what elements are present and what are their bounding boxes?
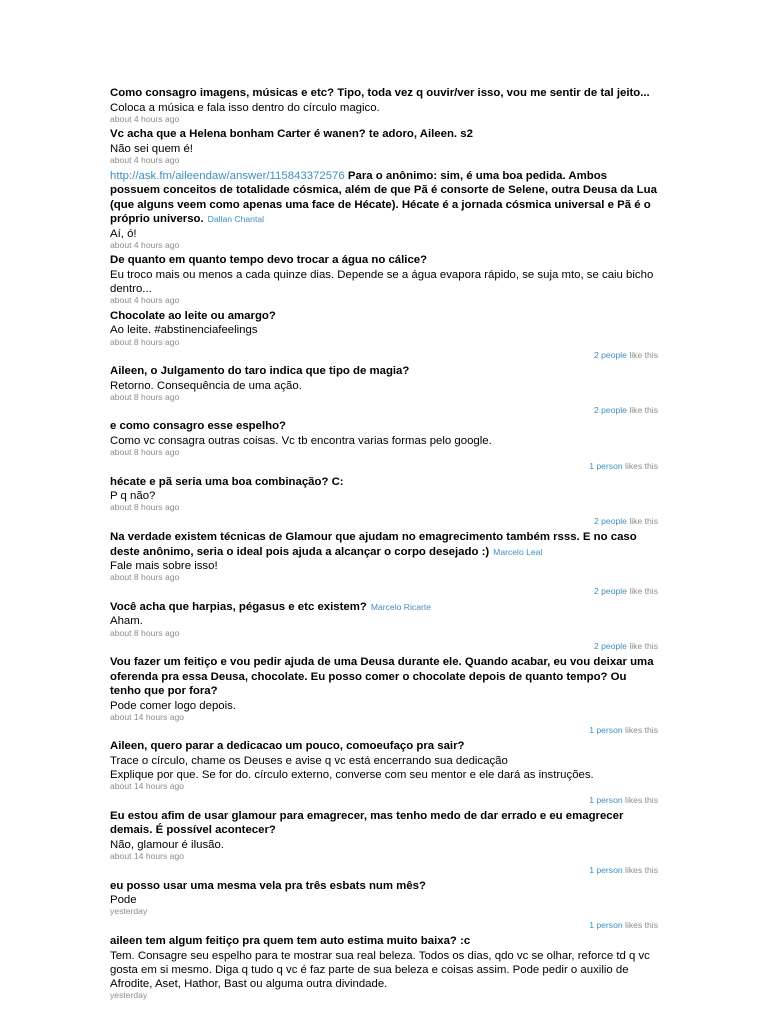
timestamp: about 8 hours ago xyxy=(110,572,180,583)
question-text xyxy=(110,86,658,101)
question-label: Na verdade existem técnicas de Glamour que ajudam no emagrecimento também rsss. E no caso deste anônimo, seria o ideal pois ajuda a alcançar o corpo desejado :) xyxy=(110,531,637,558)
likes-line xyxy=(110,865,658,875)
likers-link[interactable]: 2 people xyxy=(593,350,627,361)
question-label: Vc acha que a Helena bonham Carter é wanen? te adoro, Aileen. s2 xyxy=(110,128,473,141)
likes-line xyxy=(110,350,658,360)
question-text xyxy=(110,475,658,490)
likers-link[interactable]: 2 people xyxy=(593,585,627,596)
likes-line xyxy=(110,516,658,526)
answer-entry xyxy=(110,934,658,1001)
question-label: Eu estou afim de usar glamour para emagrecer, mas tenho medo de dar errado e eu emagrecer demais. É possível acontecer? xyxy=(110,809,624,837)
question-text xyxy=(110,739,658,754)
answer-text: P q não? xyxy=(110,490,156,503)
timestamp: yesterday xyxy=(110,990,148,1001)
likes-line xyxy=(110,725,658,735)
question-label: Chocolate ao leite ou amargo? xyxy=(110,309,276,322)
timestamp: about 4 hours ago xyxy=(110,155,180,165)
likes-line xyxy=(110,920,658,930)
answer-entry xyxy=(110,879,658,930)
question-label: eu posso usar uma mesma vela pra três esbats num mês? xyxy=(110,879,426,892)
question-text xyxy=(110,364,658,379)
question-text xyxy=(110,655,658,699)
likers-link[interactable]: 1 person xyxy=(589,864,623,875)
answer-entry xyxy=(110,86,658,124)
likes-line xyxy=(110,641,658,651)
answer-text: Como vc consagra outras coisas. Vc tb encontra varias formas pelo google. xyxy=(110,434,492,447)
likes-suffix: likes this xyxy=(625,460,658,471)
timestamp: about 8 hours ago xyxy=(110,391,180,402)
timestamp: about 8 hours ago xyxy=(110,447,180,458)
timestamp: yesterday xyxy=(110,906,148,917)
answer-entry xyxy=(110,809,658,875)
answer-entry xyxy=(110,169,658,251)
likes-line xyxy=(110,586,658,596)
likes-line xyxy=(110,405,658,415)
answer-entry xyxy=(110,127,658,165)
answer-link[interactable]: http://ask.fm/aileendaw/answer/115843372576 xyxy=(110,169,345,182)
answer-text: Não, glamour é ilusão. xyxy=(110,838,224,851)
question-text xyxy=(110,879,658,894)
answer-text: Tem. Consagre seu espelho para te mostrar sua real beleza. Todos os dias, qdo vc se olhar, reforce td q vc gosta em si mesmo. Diga q tudo q vc é faz parte de sua beleza e coisas assim. Pode pedir o auxilio de Afrodite, Aset, Hathor, Bast ou alguma outra divindade. xyxy=(110,949,650,990)
question-label: hécate e pã seria uma boa combinação? C: xyxy=(110,475,344,488)
likers-link[interactable]: 1 person xyxy=(589,460,623,471)
timestamp: about 8 hours ago xyxy=(110,627,180,638)
likes-suffix: like this xyxy=(629,350,658,361)
answer-text: Coloca a música e fala isso dentro do círculo magico. xyxy=(110,101,380,114)
question-label: Para o anônimo: sim, é uma boa pedida. Ambos possuem conceitos de totalidade cósmica, além de que Pã é consorte de Selene, outra Deusa da Lua (que alguns veem como apenas uma face de Hécate). Hécate é a jornada cósmica universal e Pã é o próprio universo. xyxy=(110,169,657,226)
likers-link[interactable]: 1 person xyxy=(589,794,623,805)
likes-suffix: likes this xyxy=(625,725,658,736)
answer-text: Explique por que. Se for do. círculo externo, converse com seu mentor e ele dará as instruções. xyxy=(110,769,594,782)
timestamp: about 14 hours ago xyxy=(110,711,185,722)
answer-entry xyxy=(110,253,658,306)
question-text xyxy=(110,809,658,838)
answer-text: Trace o círculo, chame os Deuses e avise q vc está encerrando sua dedicação xyxy=(110,754,508,767)
likes-line xyxy=(110,795,658,805)
answer-entry xyxy=(110,475,658,526)
likers-link[interactable]: 2 people xyxy=(593,405,627,416)
question-text xyxy=(110,934,658,949)
timestamp: about 8 hours ago xyxy=(110,336,180,347)
answer-entry xyxy=(110,655,658,735)
timestamp: about 14 hours ago xyxy=(110,851,185,862)
answer-text: Aí, ó! xyxy=(110,227,137,240)
answer-text: Pode comer logo depois. xyxy=(110,699,237,712)
likers-link[interactable]: 2 people xyxy=(593,641,627,652)
question-text xyxy=(110,127,658,142)
likes-suffix: likes this xyxy=(625,864,658,875)
likes-suffix: like this xyxy=(629,641,658,652)
question-label: Você acha que harpias, pégasus e etc existem? xyxy=(110,600,367,613)
question-text xyxy=(110,309,658,324)
question-text xyxy=(110,600,658,615)
asker-link[interactable]: Marcelo Ricarte xyxy=(370,601,432,612)
answer-entry xyxy=(110,419,658,470)
timestamp: about 8 hours ago xyxy=(110,502,180,513)
likes-suffix: likes this xyxy=(625,920,658,931)
timestamp: about 14 hours ago xyxy=(110,781,185,792)
answer-entry xyxy=(110,600,658,651)
question-text xyxy=(110,253,658,268)
answer-entry xyxy=(110,739,658,805)
question-text xyxy=(110,419,658,434)
answer-entry xyxy=(110,364,658,415)
answer-text: Retorno. Consequência de uma ação. xyxy=(110,379,302,392)
question-text xyxy=(110,530,658,559)
question-label: Como consagro imagens, músicas e etc? Tipo, toda vez q ouvir/ver isso, vou me sentir de tal jeito... xyxy=(110,87,650,99)
question-text xyxy=(110,169,658,227)
question-label: De quanto em quanto tempo devo trocar a água no cálice? xyxy=(110,254,428,267)
likers-link[interactable]: 2 people xyxy=(593,516,627,527)
timestamp: about 4 hours ago xyxy=(110,239,180,250)
likers-link[interactable]: 1 person xyxy=(589,725,623,736)
answer-text: Não sei quem é! xyxy=(110,142,193,155)
likers-link[interactable]: 1 person xyxy=(589,920,623,931)
answer-entry xyxy=(110,309,658,360)
answer-text: Aham. xyxy=(110,615,143,628)
question-label: Vou fazer um feitiço e vou pedir ajuda de uma Deusa durante ele. Quando acabar, eu vou deixar uma oferenda pra essa Deusa, chocolate. Eu posso comer o chocolate depois de quanto tempo? Ou tenho que por fora? xyxy=(110,656,654,698)
likes-line xyxy=(110,461,658,471)
asker-link[interactable]: Dallan Chantal xyxy=(207,214,265,225)
answer-text: Ao leite. #abstinenciafeelings xyxy=(110,324,258,337)
asker-link[interactable]: Marcelo Leal xyxy=(493,546,543,557)
answer-text: Fale mais sobre isso! xyxy=(110,560,218,573)
question-label: Aileen, quero parar a dedicacao um pouco, comoeufaço pra sair? xyxy=(110,740,465,753)
likes-suffix: like this xyxy=(629,585,658,596)
question-label: e como consagro esse espelho? xyxy=(110,420,286,433)
likes-suffix: like this xyxy=(629,405,658,416)
likes-suffix: likes this xyxy=(625,794,658,805)
likes-suffix: like this xyxy=(629,516,658,527)
answer-text: Eu troco mais ou menos a cada quinze dias. Depende se a água evapora rápido, se suja mto, se caiu bicho dentro... xyxy=(110,268,654,296)
question-label: aileen tem algum feitiço pra quem tem auto estima muito baixa? :c xyxy=(110,935,471,948)
answer-text: Pode xyxy=(110,894,137,907)
question-label: Aileen, o Julgamento do taro indica que tipo de magia? xyxy=(110,365,410,378)
answer-feed xyxy=(110,86,658,1004)
timestamp: about 4 hours ago xyxy=(110,113,180,124)
answer-entry xyxy=(110,530,658,596)
timestamp: about 4 hours ago xyxy=(110,295,180,306)
